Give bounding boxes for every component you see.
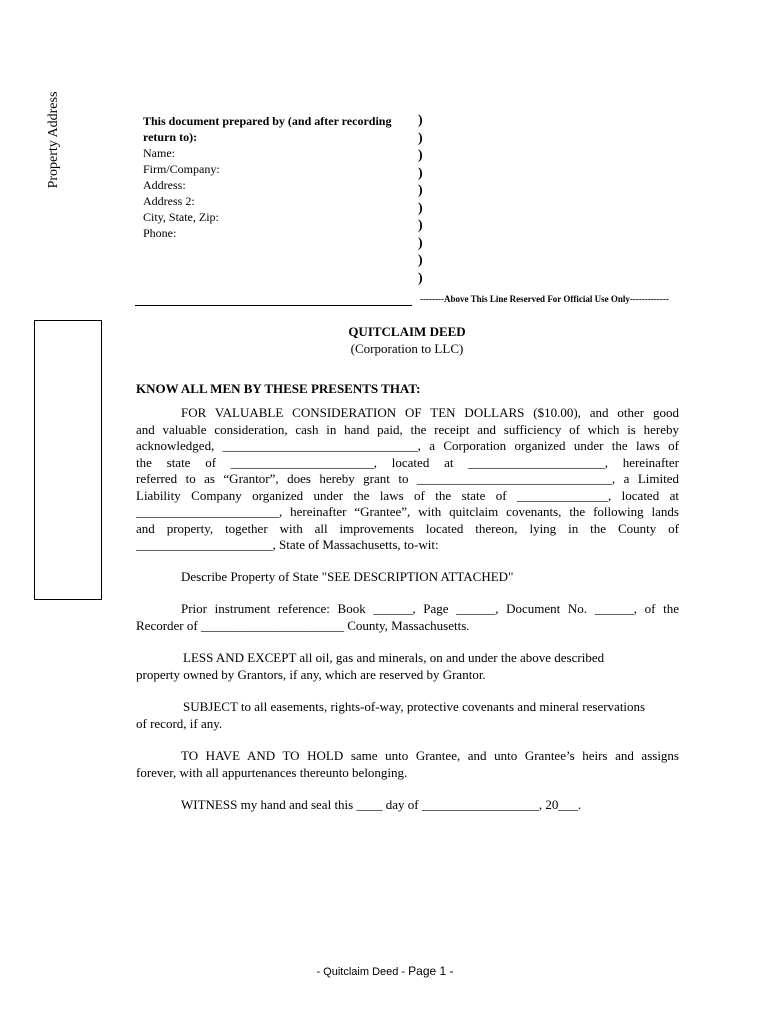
document-title: QUITCLAIM DEED [348,324,466,339]
habendum-paragraph [136,748,679,781]
consideration-line: acknowledged, ______________________________, a Corporation organized under the laws of [136,438,679,453]
subject-line: of record, if any. [136,715,223,731]
reserved-note: --------Above This Line Reserved For Official Use Only------------- [420,294,669,304]
habendum-line: TO HAVE AND TO HOLD same unto Grantee, and unto Grantee’s heirs and assigns [181,748,679,763]
prior-line: Prior instrument reference: Book ______, Page ______, Document No. ______, of the [181,601,679,616]
field-address2: Address 2: [143,194,195,208]
paren-column [418,112,428,287]
witness-paragraph [136,797,679,814]
consideration-line: Liability Company organized under the laws of the state of ______________, located at [136,487,679,503]
document-subtitle: (Corporation to LLC) [350,341,464,356]
consideration-line: _____________________, State of Massachusetts, to-wit: [136,537,439,552]
page-number: Page 1 - [408,964,454,978]
property-address-box [34,320,102,600]
paren: ) [418,270,423,286]
consideration-line: and property, together with all improvements located thereon, lying in the County of [136,520,679,536]
know-all-heading: KNOW ALL MEN BY THESE PRESENTS THAT: [136,381,421,396]
describe-paragraph [136,569,679,586]
consideration-paragraph [136,405,679,554]
field-city-state-zip: City, State, Zip: [143,210,219,224]
less-except-paragraph [136,650,679,683]
page-footer [0,964,770,978]
less-line: LESS AND EXCEPT all oil, gas and minerals, on and under the above described [183,650,605,665]
prior-instrument-paragraph [136,601,679,634]
paren: ) [418,235,423,251]
paren: ) [418,183,423,198]
less-line: property owned by Grantors, if any, which are reserved by Grantor. [136,666,486,682]
field-phone: Phone: [143,226,177,240]
paren: ) [418,113,423,128]
paren: ) [418,200,423,216]
prepared-by-heading: This document prepared by (and after recording [143,114,392,128]
paren: ) [418,148,423,163]
header-divider [135,305,412,306]
witness-line: WITNESS my hand and seal this ____ day of __________________, 20___. [181,797,582,812]
field-firm: Firm/Company: [143,162,220,176]
field-name: Name: [143,146,175,160]
consideration-line: referred to as “Grantor”, does hereby grant to ______________________________, a Limited [136,471,679,486]
describe-text: Describe Property of State "SEE DESCRIPTION ATTACHED" [181,569,514,584]
prepared-by-heading-cont: return to): [143,130,198,144]
subject-paragraph [136,699,679,732]
paren: ) [418,218,423,233]
footer-label: - Quitclaim Deed - [316,966,409,978]
consideration-line: FOR VALUABLE CONSIDERATION OF TEN DOLLARS ($10.00), and other good [181,405,679,420]
subject-line: SUBJECT to all easements, rights-of-way, protective covenants and mineral reservations [183,699,646,714]
consideration-line: and valuable consideration, cash in hand paid, the receipt and sufficiency of which is hereby [136,421,679,437]
habendum-line: forever, with all appurtenances thereunto belonging. [136,764,408,780]
paren: ) [418,130,423,146]
consideration-line: the state of ______________________, located at _____________________, hereinafter [136,454,679,470]
preparer-block [143,113,413,241]
prior-line: Recorder of ______________________ County, Massachusetts. [136,617,470,633]
paren: ) [418,253,423,268]
property-address-label: Property Address [46,91,61,189]
field-address: Address: [143,178,186,192]
consideration-line: ______________________, hereinafter “Grantee”, with quitclaim covenants, the following lands [136,504,679,519]
paren: ) [418,165,423,181]
